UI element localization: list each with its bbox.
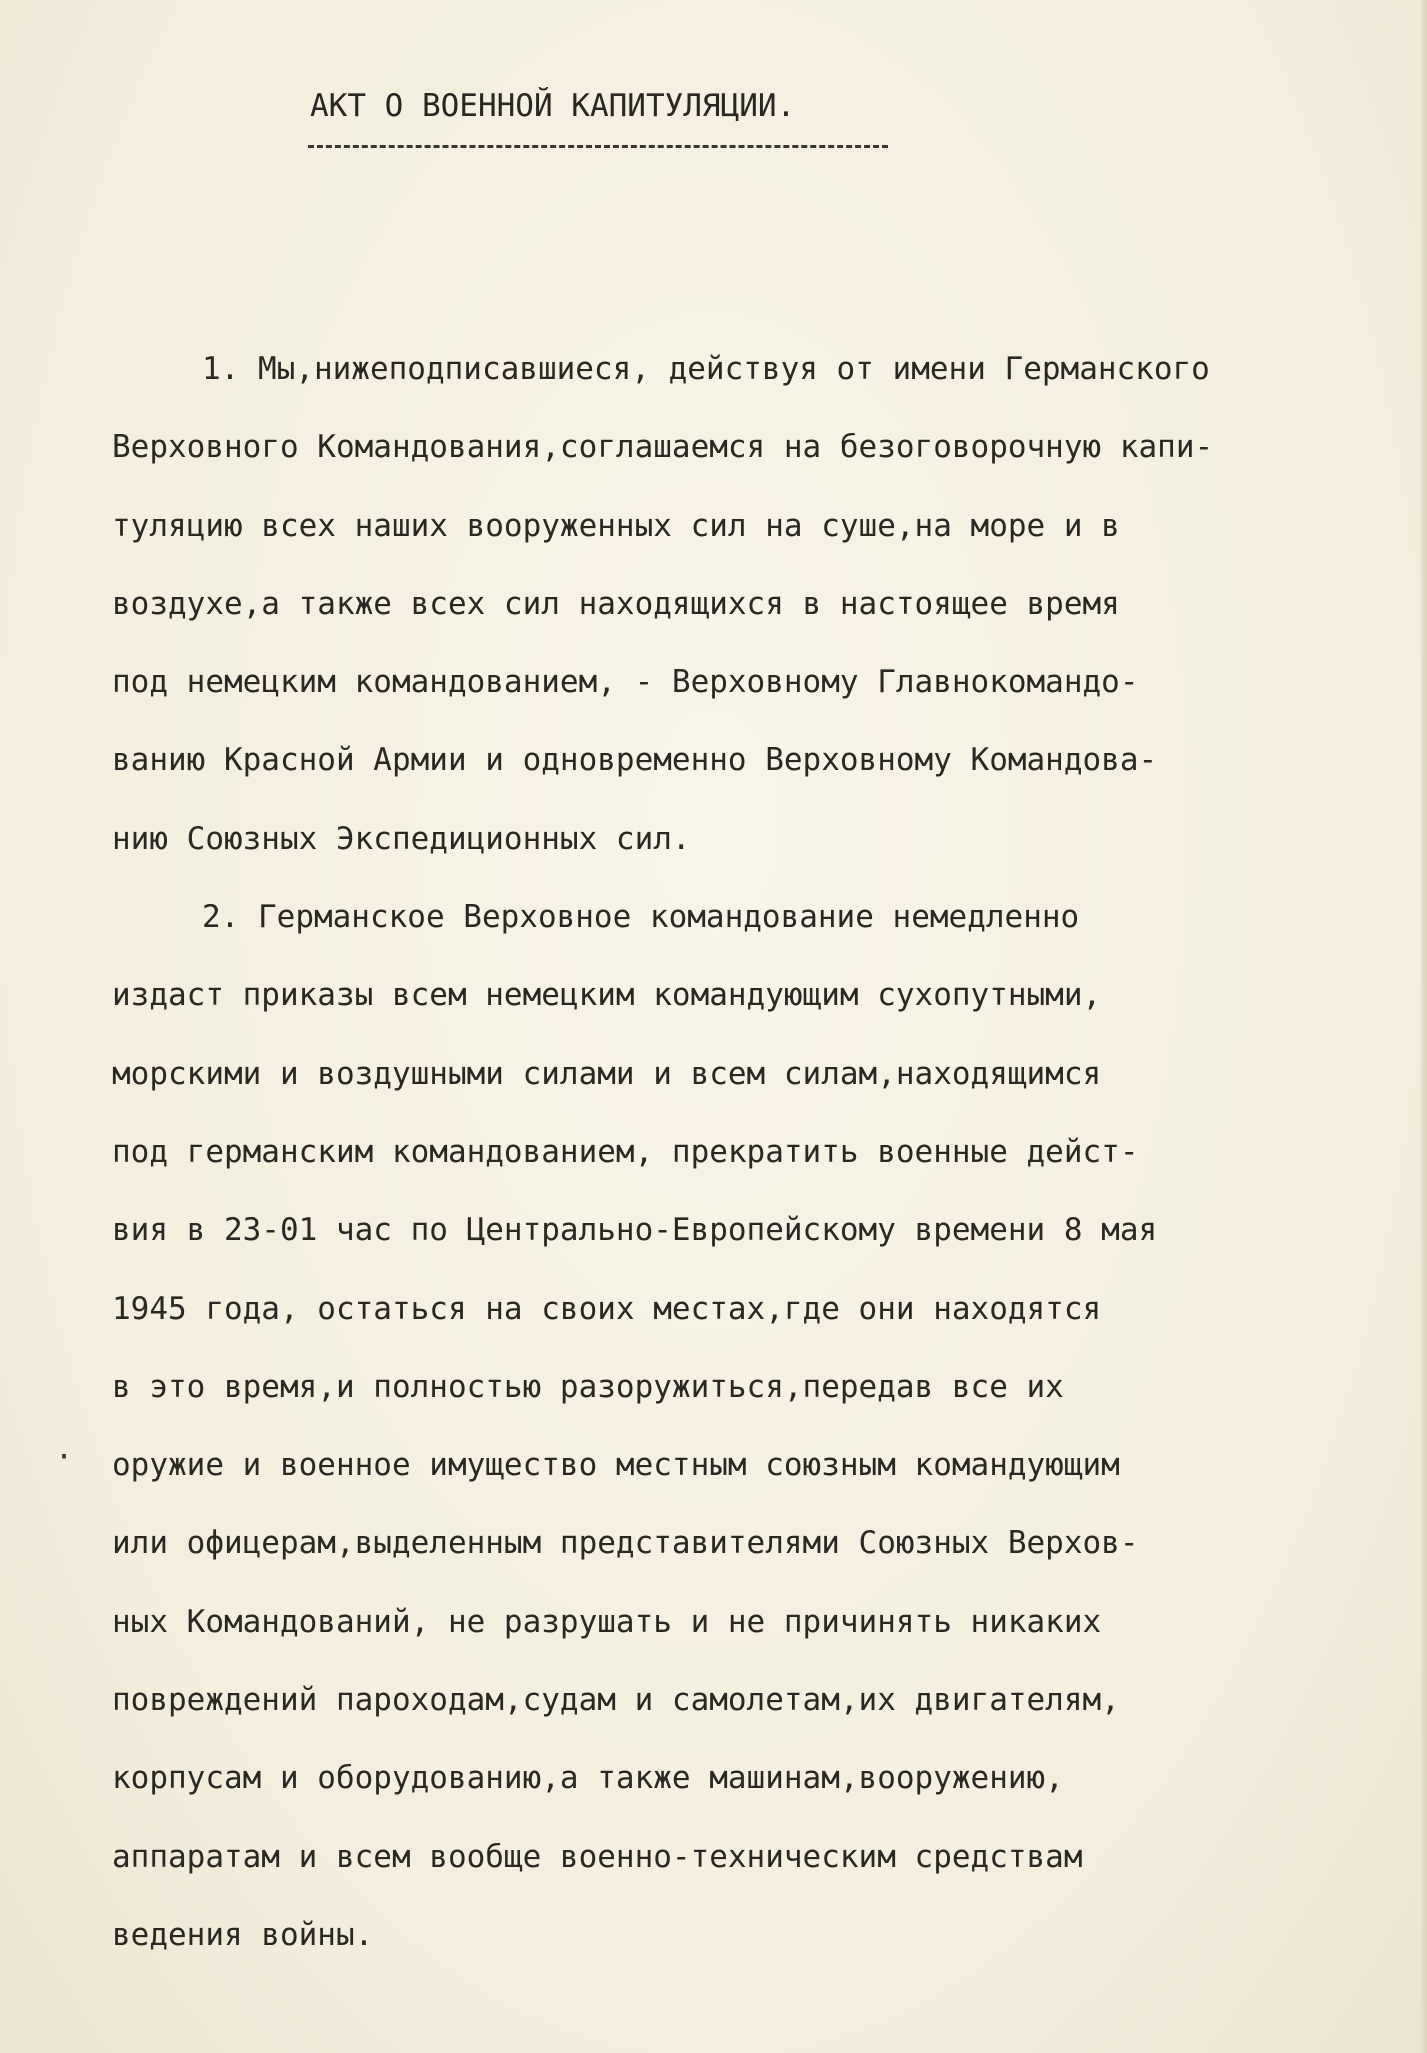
paragraph-2-line: ведения войны. (112, 1916, 374, 1953)
paragraph-1-line: туляцию всех наших вооруженных сил на суше,на море и в (112, 507, 1120, 544)
paragraph-2-line: издаст приказы всем немецким командующим сухопутными, (112, 977, 1102, 1014)
paragraph-2-line: корпусам и оборудованию,а также машинам,вооружению, (112, 1760, 1064, 1797)
paragraph-1-line: 1. Мы,нижеподписавшиеся, действуя от имени Германского (202, 351, 1210, 387)
document-body (112, 330, 1402, 1974)
paragraph-1-line: ванию Красной Армии и одновременно Верховному Командова- (112, 742, 1158, 779)
paragraph-1-line: Верховного Командования,соглашаемся на безоговорочную капи- (112, 429, 1214, 466)
paragraph-2-line: аппаратам и всем вообще военно-техническим средствам (112, 1838, 1083, 1875)
paragraph-2-line: 1945 года, остаться на своих местах,где они находятся (112, 1290, 1102, 1327)
document-title: АКТ О ВОЕННОЙ КАПИТУЛЯЦИИ. (310, 88, 796, 124)
paragraph-2-line: или офицерам,выделенным представителями Союзных Верхов- (112, 1525, 1139, 1562)
paragraph-2-line: морскими и воздушными силами и всем силам,находящимся (112, 1055, 1102, 1092)
page-edge-shadow (1421, 0, 1427, 2053)
paragraph-1-line: воздухе,а также всех сил находящихся в настоящее время (112, 585, 1120, 622)
paragraph-1-line: нию Союзных Экспедиционных сил. (112, 820, 691, 857)
paragraph-2-line: оружие и военное имущество местным союзным командующим (112, 1447, 1120, 1484)
paragraph-2-line: ных Командований, не разрушать и не причинять никаких (112, 1603, 1102, 1640)
paragraph-2-line: в это время,и полностью разоружиться,передав все их (112, 1368, 1064, 1405)
paragraph-2-line: повреждений пароходам,судам и самолетам,их двигателям, (112, 1682, 1120, 1719)
margin-mark: · (55, 1440, 74, 1475)
paragraph-2-line: под германским командованием, прекратить военные дейст- (112, 1133, 1139, 1170)
paragraph-2-line: 2. Германское Верховное командование немедленно (202, 899, 1080, 936)
paragraph-2-line: вия в 23-01 час по Центрально-Европейскому времени 8 мая (112, 1212, 1158, 1249)
paragraph-1-line: под немецким командованием, - Верховному Главнокомандо- (112, 664, 1139, 701)
title-underline (308, 145, 888, 148)
